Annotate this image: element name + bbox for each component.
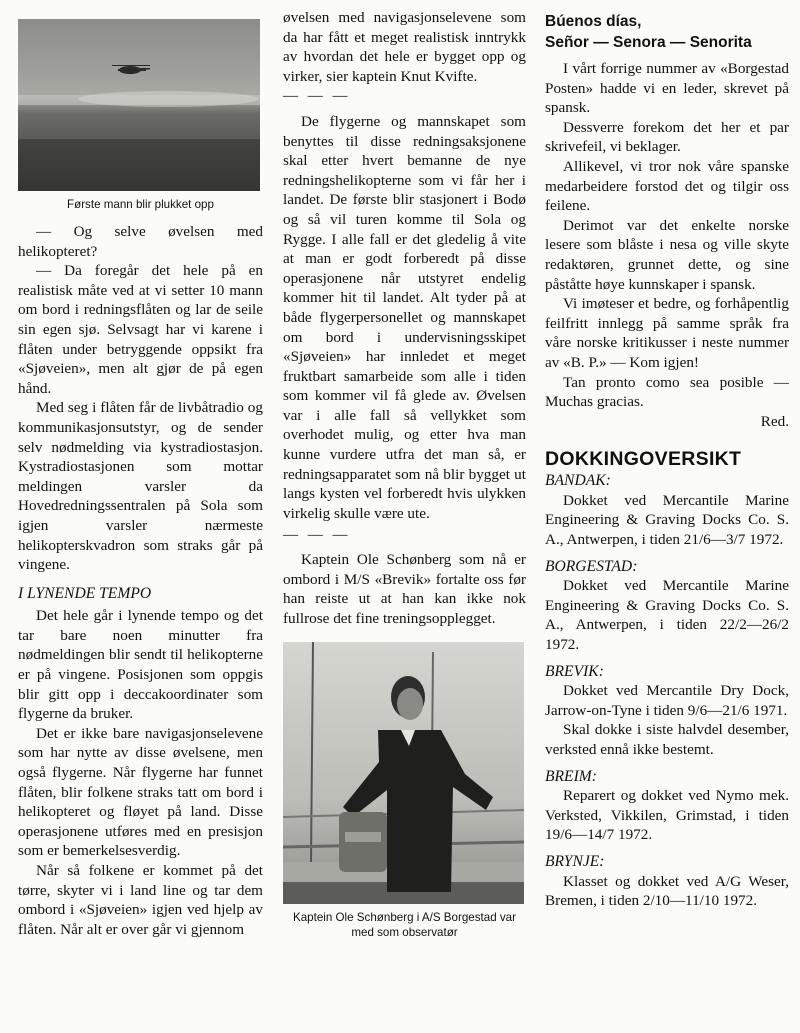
docking-text: Dokket ved Mercantile Marine Engineering & Graving Docks Co. S. A., Antwerpen, i tiden 22/2—26/2 1972. — [545, 577, 789, 654]
ship-name: BREIM: — [545, 767, 597, 785]
paragraph: Dessverre forekom det her et par skrivefeil, vi beklager. — [545, 118, 789, 156]
paragraph: øvelsen med navigasjonselevene som da har fått et meget realistisk inntrykk av hvordan det hele er bygget opp og virker, sier kaptein Knut Kvifte. — [283, 9, 526, 85]
paragraph: Vi imøteser et bedre, og forhåpentlig feilfritt innlegg på samme språk fra våre norske kritikusser i neste nummer av «B. P.» — Kom igjen! — [545, 295, 789, 371]
paragraph: Allikevel, vi tror nok våre spanske medarbeidere forstod det og tilgir oss feilene. — [545, 157, 789, 215]
column-left — [18, 0, 263, 939]
paragraph: — Og selve øvelsen med helikopteret? — [18, 223, 263, 260]
docking-entry — [545, 852, 789, 911]
docking-text: Dokket ved Mercantile Marine Engineering & Graving Docks Co. S. A., Antwerpen, i tiden 21/6—3/7 1972. — [545, 491, 789, 549]
greeting-subtitle: Señor — Senora — Senorita — [545, 34, 752, 51]
helicopter-photo — [18, 19, 260, 191]
docking-entry — [545, 471, 789, 549]
paragraph: — Da foregår det hele på en realistisk måte ved at vi setter 10 mann om bord i redningsflåten og lar de seile sin egen sjø. Selvsagt har vi karene i flåten under betryggende oppsikt fra «Sjøveien», men alt gjør de på egen hånd. — [18, 262, 263, 397]
editor-signature: Red. — [760, 412, 789, 430]
section-separator: — — — — [283, 88, 351, 105]
paragraph: Når så folkene er kommet på det tørre, skyter vi i land line og tar dem ombord i «Sjøveien» igjen ved hjelp av flåten. Når alt er over går vi gjennom — [18, 862, 263, 938]
ship-name: BORGESTAD: — [545, 557, 638, 575]
ship-name: BRYNJE: — [545, 852, 605, 870]
column-right — [545, 11, 789, 911]
helicopter-scene-image — [18, 19, 260, 191]
greeting-title: Búenos días, — [545, 13, 642, 30]
captain-portrait-image — [283, 642, 524, 904]
paragraph: Med seg i flåten får de livbåtradio og kommunikasjonsutstyr, og de sender selv nødmelding via kystradiostasjon. Kystradiostasjonen som mottar meldingen varsler da Hovedredningssentralen på Sola som igjen varsler nærmeste helikopterskvadron som straks går på vingene. — [18, 399, 263, 574]
captain-photo — [283, 642, 524, 904]
column-middle — [283, 8, 526, 940]
paragraph: Kaptein Ole Schønberg som nå er ombord i M/S «Brevik» fortalte oss før han reiste ut at han kan ikke nok fullrose det fine treningsopplegget. — [283, 551, 526, 627]
ship-name: BANDAK: — [545, 472, 611, 490]
docking-entry — [545, 662, 789, 760]
subheading: I LYNENDE TEMPO — [18, 584, 152, 602]
paragraph: I vårt forrige nummer av «Borgestad Posten» hadde vi en leder, skrevet på spansk. — [545, 60, 789, 117]
paragraph: Derimot var det enkelte norske lesere som blåste i nesa og ville skyte redaktøren, grunnet dette, og sine påståtte høye kunnskaper i spansk. — [545, 216, 789, 293]
ship-name: BREVIK: — [545, 662, 604, 680]
docking-entry — [545, 767, 789, 845]
docking-text: Klasset og dokket ved A/G Weser, Bremen, i tiden 2/10—11/10 1972. — [545, 872, 789, 910]
paragraph: Tan pronto como sea posible — Muchas gracias. — [545, 373, 789, 411]
captain-photo-caption: Kaptein Ole Schønberg i A/S Borgestad var med som observatør — [293, 911, 516, 940]
helicopter-photo-caption: Første mann blir plukket opp — [67, 198, 214, 211]
docking-entry — [545, 557, 789, 655]
docking-overview-title: DOKKINGOVERSIKT — [545, 448, 742, 471]
docking-text: Reparert og dokket ved Nymo mek. Verksted, Vikkilen, Grimstad, i tiden 19/6—14/7 1972. — [545, 787, 789, 844]
section-separator: — — — — [283, 527, 351, 544]
docking-note: Skal dokke i siste halvdel desember, verksted ennå ikke bestemt. — [545, 721, 789, 758]
docking-text: Dokket ved Mercantile Dry Dock, Jarrow-on-Tyne i tiden 9/6—21/6 1971. — [545, 682, 789, 719]
paragraph: Det er ikke bare navigasjonselevene som har nytte av disse øvelsene, men også flygerne. Når flygerne har funnet flåten, blir folkene straks tatt om bord i helikopteret og fløyet på land. Disse operasjonene utføres med en presisjon som er bemerkelsesverdig. — [18, 724, 263, 860]
paragraph: De flygerne og mannskapet som benyttes til disse redningsaksjonene skal etter hvert bemanne de nye redningshelikopterne som vi får her i landet. De første blir stasjonert i Bodø og så vil turen komme til Sola og Rygge. I alle fall er det gledelig å vite at man er godt forberedt på disse operasjonene når utstyret endelig kommer hit til landet. Alt tyder på at både flygerpersonellet og mannskapet om bord i undervisningsskipet «Sjøveien» har innledet et meget fruktbart samarbeide som alle i tiden som kommer vil få glede av. Øvelsen var i alle fall så vellykket som overhodet mulig, og etter hva man kunne vurdere utfra det man så, er redningsapparatet som nå blir bygget ut langs kysten vel forberedt hvis ulykken virkelig skulle være ute. — [283, 112, 526, 522]
paragraph: Det hele går i lynende tempo og det tar bare noen minutter fra nødmeldingen blir sendt til helikopterne er på vingene. Posisjonen som oppgis blir gitt opp i deccakoordinater som flygerne da bruker. — [18, 607, 263, 723]
